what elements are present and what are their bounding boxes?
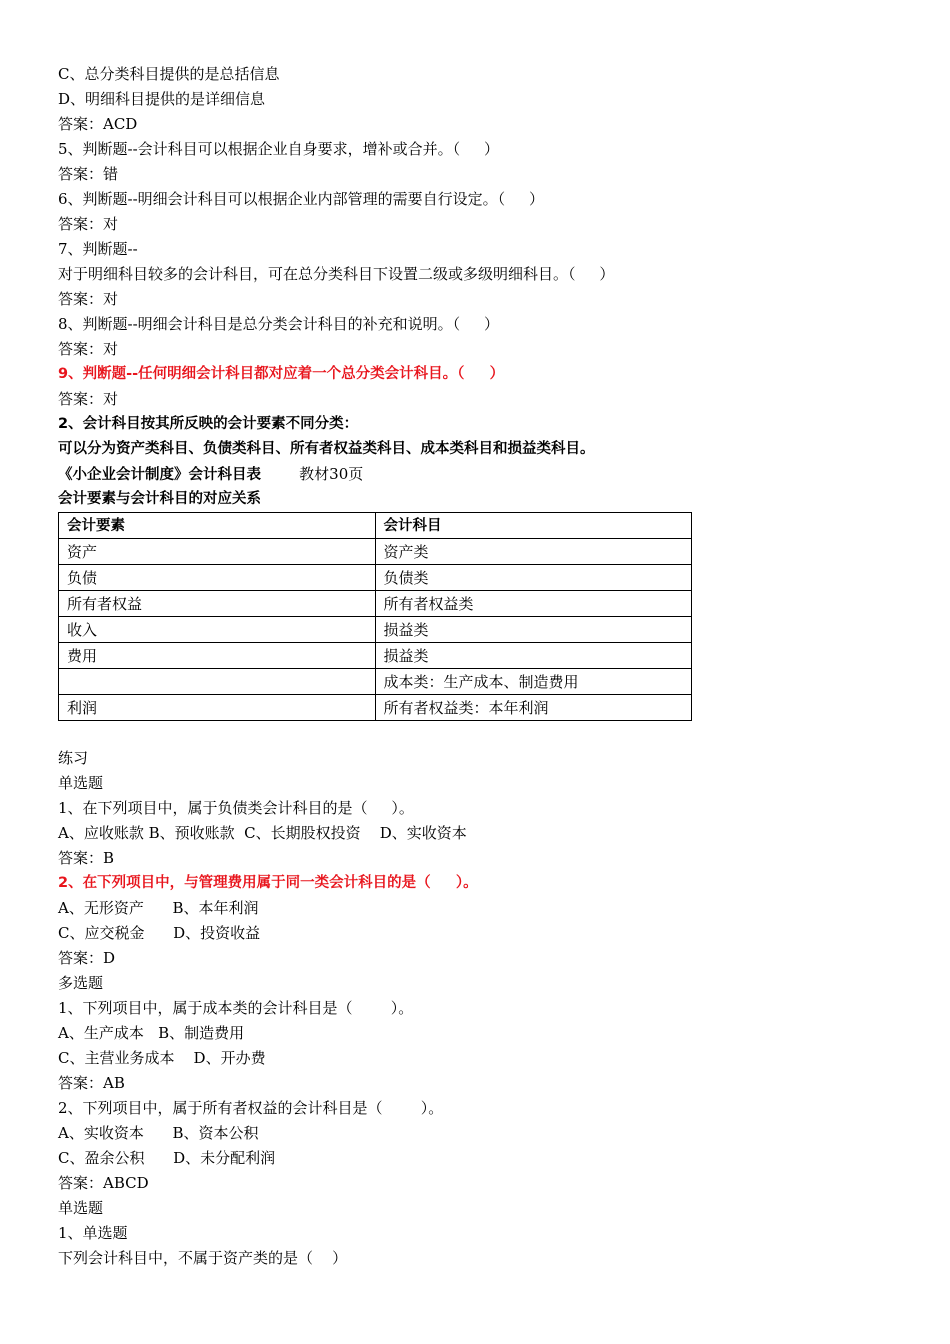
header-cell: 会计要素 [59, 513, 376, 539]
table-row [59, 643, 692, 669]
table-header-row [59, 513, 692, 539]
question-line: 1、在下列项目中，属于负债类会计科目的是（ ）。 [58, 799, 414, 817]
section-label: 多选题 [58, 974, 104, 992]
answer-line: 答案：D [58, 949, 116, 967]
exercise-title: 练习 [58, 749, 89, 767]
question-line: 7、判断题-- [58, 240, 138, 258]
table-row [59, 591, 692, 617]
options-line: A、生产成本 B、制造费用 [58, 1024, 245, 1042]
header-cell: 会计科目 [375, 513, 692, 539]
section-heading: 2、会计科目按其所反映的会计要素不同分类： [58, 416, 359, 432]
text-line: C、总分类科目提供的是总括信息 [58, 65, 280, 83]
answer-line: 答案：B [58, 849, 115, 867]
document-page [58, 62, 898, 1271]
table-cell: 所有者权益类 [375, 591, 692, 617]
table-cell: 负债类 [375, 565, 692, 591]
table-reference [58, 462, 898, 487]
answer-line: 答案：ACD [58, 115, 138, 133]
question-line: 5、判断题--会计科目可以根据企业自身要求，增补或合并。（ ） [58, 140, 500, 158]
question-line: 6、判断题--明细会计科目可以根据企业内部管理的需要自行设定。（ ） [58, 190, 545, 208]
answer-line: 答案：AB [58, 1074, 125, 1092]
options-line: A、实收资本 B、资本公积 [58, 1124, 259, 1142]
options-line: A、无形资产 B、本年利润 [58, 899, 259, 917]
highlighted-question: 2、在下列项目中，与管理费用属于同一类会计科目的是（ ）。 [58, 875, 478, 891]
table-cell: 资产 [59, 539, 376, 565]
table-cell: 资产类 [375, 539, 692, 565]
answer-line: 答案：ABCD [58, 1174, 149, 1192]
section-detail: 可以分为资产类科目、负债类科目、所有者权益类科目、成本类科目和损益类科目。 [58, 441, 595, 457]
answer-line: 答案：对 [58, 215, 119, 233]
question-line: 1、下列项目中，属于成本类的会计科目是（ ）。 [58, 999, 414, 1017]
section-label: 单选题 [58, 1199, 104, 1217]
question-block-1 [58, 62, 898, 362]
mapping-table [58, 512, 692, 721]
exercise-section [58, 746, 898, 1271]
options-line: C、盈余公积 D、未分配利润 [58, 1149, 276, 1167]
answer-line: 答案：对 [58, 390, 119, 408]
question-line: 对于明细科目较多的会计科目，可在总分类科目下设置二级或多级明细科目。（ ） [58, 265, 615, 283]
table-cell: 利润 [59, 695, 376, 721]
table-cell [59, 669, 376, 695]
options-line: C、应交税金 D、投资收益 [58, 924, 261, 942]
question-line: 下列会计科目中，不属于资产类的是（ ） [58, 1249, 348, 1267]
table-reference-page: 教材30页 [261, 465, 364, 483]
question-line: 2、下列项目中，属于所有者权益的会计科目是（ ）。 [58, 1099, 444, 1117]
table-reference-title: 《小企业会计制度》会计科目表 [58, 467, 261, 483]
question-line: 8、判断题--明细会计科目是总分类会计科目的补充和说明。（ ） [58, 315, 500, 333]
answer-line: 答案：错 [58, 165, 119, 183]
options-line: A、应收账款 B、预收账款 C、长期股权投资 D、实收资本 [58, 824, 467, 842]
section-label: 单选题 [58, 774, 104, 792]
spacer [58, 721, 898, 746]
table-cell: 负债 [59, 565, 376, 591]
table-row [59, 669, 692, 695]
table-row [59, 695, 692, 721]
answer-line: 答案：对 [58, 340, 119, 358]
table-cell: 收入 [59, 617, 376, 643]
table-cell: 费用 [59, 643, 376, 669]
question-line: 1、单选题 [58, 1224, 128, 1242]
table-cell: 成本类：生产成本、制造费用 [375, 669, 692, 695]
table-title: 会计要素与会计科目的对应关系 [58, 491, 261, 507]
table-cell: 所有者权益类：本年利润 [375, 695, 692, 721]
table-cell: 损益类 [375, 643, 692, 669]
table-row [59, 617, 692, 643]
text-line: D、明细科目提供的是详细信息 [58, 90, 266, 108]
table-cell: 所有者权益 [59, 591, 376, 617]
options-line: C、主营业务成本 D、开办费 [58, 1049, 266, 1067]
highlighted-question: 9、判断题--任何明细会计科目都对应着一个总分类会计科目。（ ） [58, 366, 505, 382]
table-row [59, 539, 692, 565]
answer-line: 答案：对 [58, 290, 119, 308]
table-row [59, 565, 692, 591]
table-cell: 损益类 [375, 617, 692, 643]
